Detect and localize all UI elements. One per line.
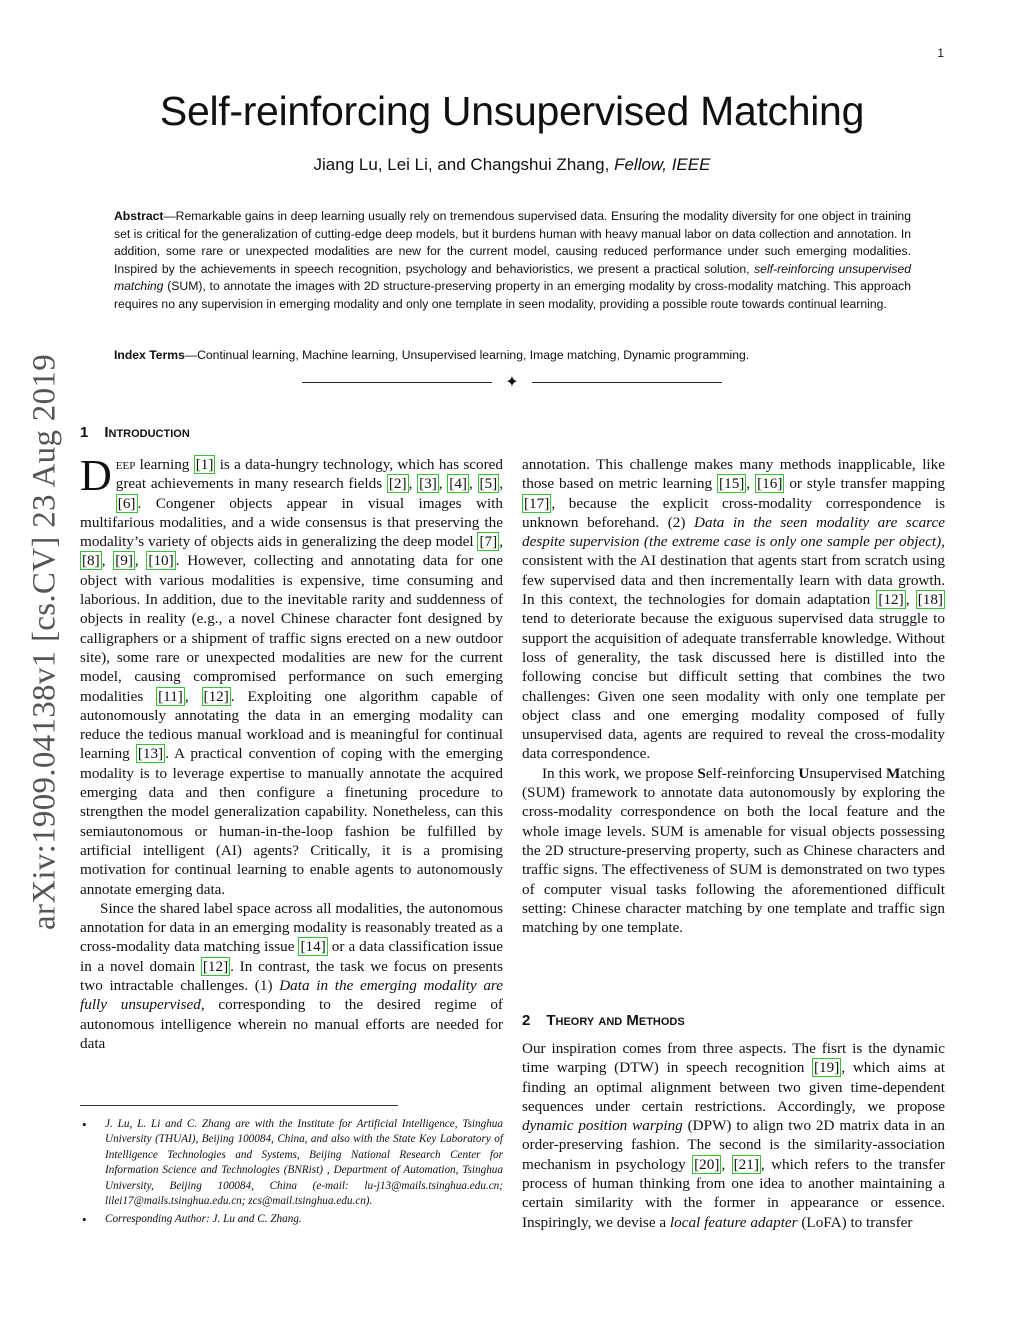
citation-link[interactable]: [9]: [115, 552, 133, 570]
intro-paragraph-1: Deep learning [1] is a data-hungry technology, which has scored great achievements in many research fields [2] , [3] , [4] , [5] , [6] . Congener objects appear in visual images with multifarious modalities, and a wide consensus is that preserving the modality’s variety of objects aids in generalizing the deep model [7] , [8] , [9] , [10] . However, collecting and annotating data for one object with various modalities is expensive, time consuming and laborious. In addition, due to the inevitable rarity and suddenness of objects in reality (e.g., a novel Chinese character font designed by calligraphers or a shipment of traffic signs erected on a new outdoor site), some rare or unexpected modalities are new for the current model, causing compromised performance on such emerging modalities [11] , [12] . Exploiting one algorithm capable of autonomously annotating the data in an emerging modality can reduce the tedious manual workload and is meaningful for continual learning [13] . A practical convention of coping with the emerging modality is to leverage expertise to manually annotate the acquired emerging data and then configure a finetuning procedure to strengthen the model generalization capability. Nonetheless, can this semiautonomous or human-in-the-loop fashion be fulfilled by artificial intelligent (AI) agents? Critically, it is a promising motivation for continual learning to enable agents to autonomously annotate emerging data.: [80, 451, 504, 898]
author-line: [0, 155, 1024, 175]
citation-link[interactable]: [8]: [82, 552, 100, 570]
citation-link[interactable]: [3]: [419, 475, 437, 493]
citation-link[interactable]: [13]: [137, 745, 164, 763]
right-column: [522, 455, 945, 937]
footnote-corresponding-author: [80, 1212, 503, 1227]
arxiv-identifier-stamp: arXiv:1909.04138v1 [cs.CV] 23 Aug 2019: [26, 353, 63, 931]
citation-link[interactable]: [11]: [158, 687, 183, 705]
paper-title: Self-reinforcing Unsupervised Matching: [159, 88, 865, 134]
emphasis-text: local feature adapter: [669, 1213, 798, 1231]
citation-link[interactable]: [20]: [694, 1155, 720, 1173]
index-terms: [114, 348, 911, 362]
footnote-text: J. Lu, L. Li and C. Zhang are with the Institute for Artificial Intelligence, Tsinghua University (THUAI), Beijing 100084, China, and also with the State Key Laboratory of Intelligence Technologies and Systems, Beijing National Research Center for Information Science and Technologies (BNRist) , Department of Automation, Tsinghua University, Beijing 100084, China (e-mail: lu-j13@mails.tsinghua.edu.cn; lilei17@mails.tsinghua.edu.cn; zcs@mail.tsinghua.edu.cn).: [105, 1118, 503, 1208]
abstract: [114, 208, 911, 314]
footnotes: [80, 1117, 503, 1231]
citation-link[interactable]: [19]: [814, 1059, 840, 1077]
section-heading-introduction: [80, 424, 190, 441]
index-terms-label: Index Terms: [114, 348, 185, 362]
section-title: Theory and Methods: [546, 1012, 685, 1029]
section-number: 1: [80, 424, 89, 441]
index-terms-text: —Continual learning, Machine learning, Unsupervised learning, Image matching, Dynamic programming.: [184, 348, 750, 362]
intro-paragraph-4: In this work, we propose Self-reinforcing Unsupervised Matching (SUM) framework to annotate data autonomously by exploring the cross-modality correspondence on both the local feature and the whole image levels. SUM is amenable for visual objects possessing the 2D structure-preserving property, such as Chinese characters and traffic signs. The effectiveness of SUM is demonstrated on two types of computer visual tasks following the aforementioned difficult setting: Chinese character matching by one template and traffic sign matching by one template.: [522, 764, 945, 937]
abstract-label: Abstract: [114, 209, 164, 223]
page-number: 1: [937, 46, 944, 60]
bullet-icon: •: [82, 1117, 87, 1132]
citation-link[interactable]: [17]: [524, 494, 550, 512]
section-heading-theory-methods: [522, 1012, 685, 1029]
intro-paragraph-2: Since the shared label space across all modalities, the autonomous annotation for data in an emerging modality is reasonably treated as a cross-modality data matching issue [14] or a data classification issue in a novel domain [12] . In contrast, the task we focus on presents two intractable challenges. (1) Data in the emerging modality are fully unsupervised, corresponding to the desired regime of autonomous intelligence wherein no manual efforts are needed for data: [80, 899, 504, 1052]
citation-link[interactable]: [7]: [479, 533, 498, 551]
footnote-affiliation: [80, 1117, 503, 1209]
footnote-rule: [80, 1105, 398, 1106]
author-role: Fellow, IEEE: [614, 155, 711, 174]
emphasis-text: Data in the seen modality are scarce despite supervision (the extreme case is only one sample per object): [522, 513, 945, 551]
abstract-text: —Remarkable gains in deep learning usually rely on tremendous supervised data. Ensuring the modality diversity for one object in training set is critical for the generalization of cutting-edge deep models, but it burdens human with heavy manual labor on data collection and annotation. In addition, some rare or unexpected modalities are new for the current model, causing reduced performance under such emerging modalities. Inspired by the achievements in speech recognition, psychology and behavioristics, we present a practical solution,: [114, 209, 911, 276]
citation-link[interactable]: [12]: [878, 591, 904, 609]
right-column-section2: [522, 1039, 945, 1232]
abstract-method-name: self-reinforcing unsupervised matching: [114, 261, 912, 294]
citation-link[interactable]: [5]: [479, 475, 498, 493]
citation-link[interactable]: [2]: [388, 475, 407, 493]
citation-link[interactable]: [1]: [195, 456, 214, 473]
left-column: [80, 451, 504, 1053]
abstract-text-end: (SUM), to annotate the images with 2D structure-preserving property in an emerging modality by cross-modality matching. This approach requires no any supervision in emerging modality and only one template in seen modality, providing a possible route towards continual learning.: [114, 279, 911, 311]
citation-link[interactable]: [6]: [117, 494, 136, 512]
citation-link[interactable]: [18]: [917, 591, 943, 609]
section-number: 2: [522, 1012, 531, 1029]
emphasis-text: Data in the emerging modality are fully unsupervised: [80, 977, 504, 1014]
citation-link[interactable]: [14]: [300, 938, 326, 956]
author-names: Jiang Lu, Lei Li, and Changshui Zhang,: [313, 155, 615, 174]
drop-cap: D: [80, 451, 112, 500]
citation-link[interactable]: [21]: [733, 1155, 759, 1173]
citation-link[interactable]: [12]: [203, 687, 229, 705]
theory-paragraph-1: Our inspiration comes from three aspects. The fisrt is the dynamic time warping (DTW) in speech recognition [19] , which aims at finding an optimal alignment between two given time-dependent sequences under certain restrictions. Accordingly, we propose dynamic position warping (DPW) to align two 2D matrix data in an order-preserving fashion. The second is the similarity-association mechanism in psychology [20] , [21] , which refers to the transfer process of human thinking from one idea to another maintaining a certain similarity with the former in appearance or essence. Inspiringly, we devise a local feature adapter (LoFA) to transfer: [522, 1040, 946, 1231]
emphasis-text: dynamic position warping: [522, 1117, 683, 1135]
divider-rule-right: [532, 382, 722, 383]
divider-ornament-icon: ✦: [505, 374, 519, 391]
bullet-icon: •: [82, 1212, 87, 1228]
section-title: Introduction: [104, 424, 190, 441]
citation-link[interactable]: [15]: [719, 475, 745, 493]
citation-link[interactable]: [16]: [757, 475, 783, 493]
section-divider: [302, 376, 722, 390]
citation-link[interactable]: [10]: [148, 552, 174, 570]
citation-link[interactable]: [12]: [202, 957, 229, 975]
divider-rule-left: [302, 382, 492, 383]
footnote-text: Corresponding Author: J. Lu and C. Zhang.: [105, 1213, 302, 1226]
citation-link[interactable]: [4]: [449, 475, 467, 493]
lead-word: eep: [115, 456, 136, 473]
intro-paragraph-3: annotation. This challenge makes many methods inapplicable, like those based on metric learning [15] , [16] or style transfer mapping [17] , because the explicit cross-modality correspondence is unknown beforehand. (2) Data in the seen modality are scarce despite supervision (the extreme case is only one sample per object), consistent with the AI destination that agents start from scratch using few supervised data and then incrementally learn with data growth. In this context, the technologies for domain adaptation [12] , [18] tend to deteriorate because the exiguous supervised data struggle to support the acquisition of adequate transferrable knowledge. Without loss of generality, the task discussed here is distilled into the following concise but difficult setting that combines the two challenges: Given one seen modality with only one template per object class and one emerging modality composed of fully unsupervised data, agents are required to reveal the cross-modality data correspondence.: [522, 456, 945, 763]
